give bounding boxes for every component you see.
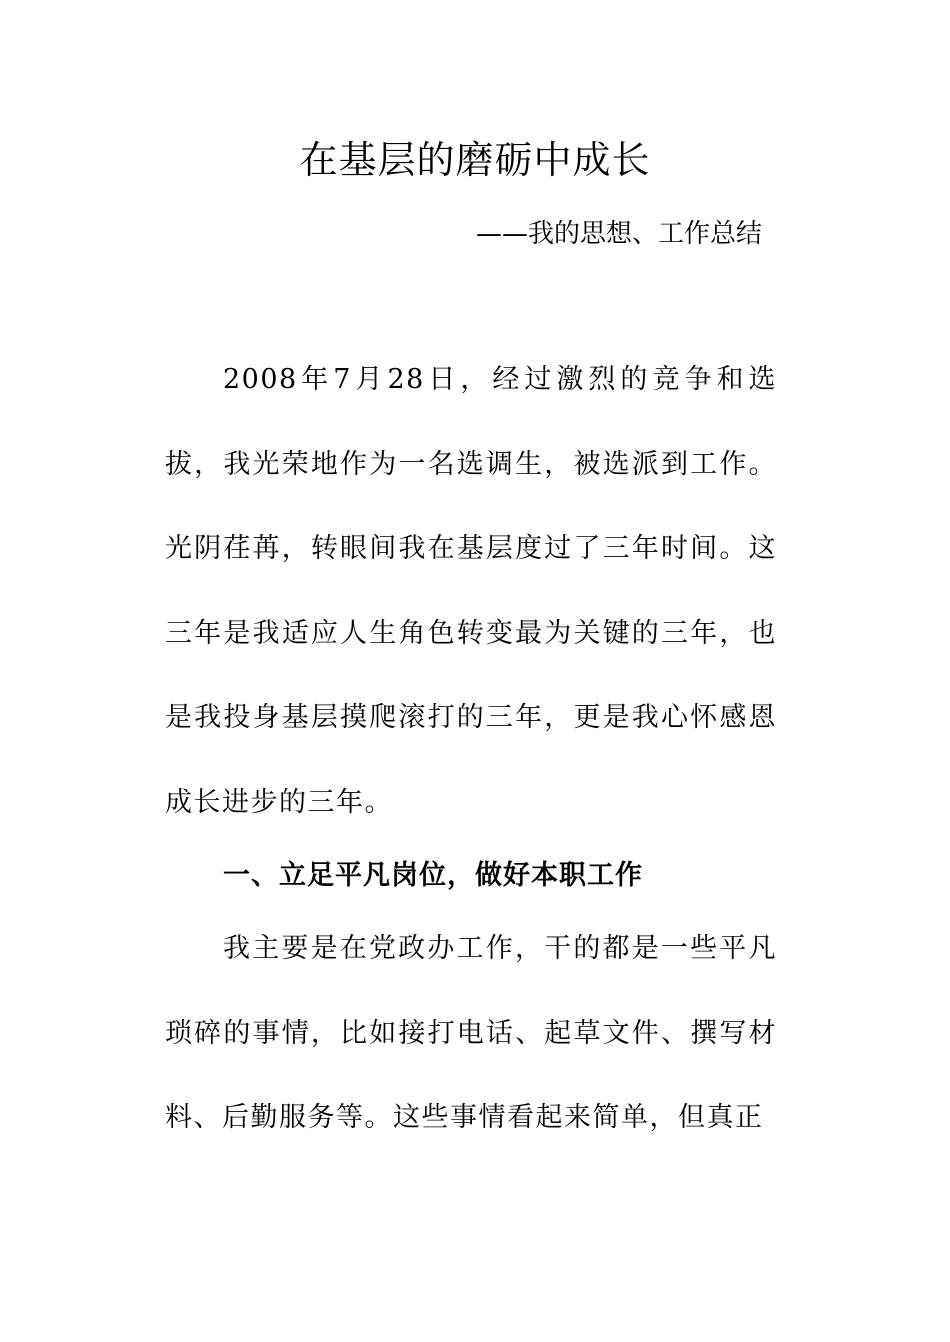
body-paragraph-2: 我主要是在党政办工作，干的都是一些平凡琐碎的事情，比如接打电话、起草文件、撰写材料、后勤服务等。这些事情看起来简单，但真正	[165, 933, 777, 1133]
body-paragraph-1: 2008年7月28日，经过激烈的竞争和选拔，我光荣地作为一名选调生，被选派到工作。光阴荏苒，转眼间我在基层度过了三年时间。这三年是我适应人生角色转变最为关键的三年，也是我投身基层摸爬滚打的三年，更是我心怀感恩成长进步的三年。	[165, 364, 777, 818]
document-title: 在基层的磨砺中成长	[299, 138, 651, 182]
section-heading-1: 一、立足平凡岗位，做好本职工作	[223, 860, 643, 891]
document-subtitle: ——我的思想、工作总结	[475, 219, 762, 249]
